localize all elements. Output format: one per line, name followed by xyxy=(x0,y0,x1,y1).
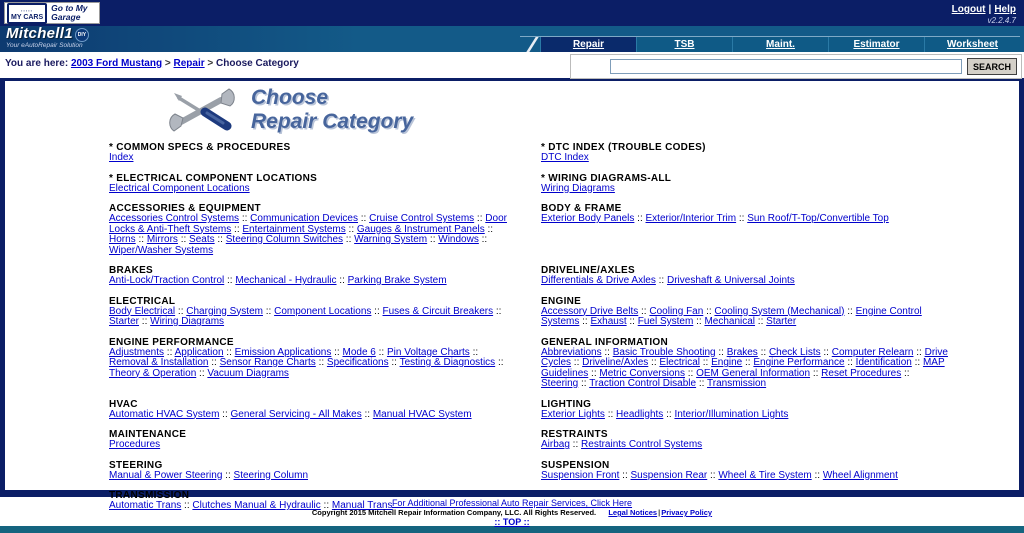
category-link[interactable]: Gauges & Instrument Panels xyxy=(356,223,485,235)
link-separator: :: xyxy=(222,469,234,481)
category-link[interactable]: Theory & Operation xyxy=(109,367,197,379)
category-link[interactable]: Electrical xyxy=(659,357,700,368)
category-heading: ACCESSORIES & EQUIPMENT xyxy=(109,203,261,214)
link-separator: :: xyxy=(331,346,343,358)
category-section xyxy=(541,429,973,460)
category-link[interactable]: Entertainment Systems xyxy=(242,223,346,235)
link-separator: :: xyxy=(164,346,175,358)
category-link[interactable]: Check Lists xyxy=(768,346,821,358)
link-separator: :: xyxy=(684,367,697,379)
category-link[interactable]: Sun Roof/T-Top/Convertible Top xyxy=(747,213,889,224)
promo-link[interactable]: For Additional Professional Auto Repair Services, Click Here xyxy=(391,498,633,508)
category-section xyxy=(541,173,973,204)
category-section xyxy=(541,399,973,430)
category-link[interactable]: Anti-Lock/Traction Control xyxy=(109,275,225,286)
go-to-garage-label: Go to My Garage xyxy=(51,3,88,22)
category-row xyxy=(109,460,973,491)
category-section xyxy=(541,337,973,399)
category-links xyxy=(109,307,517,328)
category-link[interactable]: Engine Performance xyxy=(753,357,845,368)
category-link[interactable]: Airbag xyxy=(541,439,570,450)
link-separator: :: xyxy=(655,275,667,286)
category-links xyxy=(541,348,949,390)
category-link[interactable]: Electrical Component Locations xyxy=(109,182,250,194)
category-link[interactable]: Computer Relearn xyxy=(831,346,914,358)
tab-tsb[interactable]: TSB xyxy=(636,37,732,52)
category-links xyxy=(541,410,949,421)
category-link[interactable]: Differentials & Drive Axles xyxy=(541,275,656,286)
link-separator: :: xyxy=(634,213,646,224)
category-link[interactable]: Headlights xyxy=(616,408,664,420)
category-links xyxy=(541,153,949,164)
category-link[interactable]: Door Locks & Anti-Theft Systems xyxy=(109,213,507,235)
link-separator: :: xyxy=(175,305,187,317)
search-panel xyxy=(570,54,1022,79)
logo-tagline: Your eAutoRepair Solution xyxy=(6,42,83,49)
category-heading: BRAKES xyxy=(109,265,154,276)
category-link[interactable]: Manual HVAC System xyxy=(372,408,472,420)
link-separator: :: xyxy=(648,357,660,368)
category-link[interactable]: Wheel Alignment xyxy=(822,469,898,481)
category-row xyxy=(109,399,973,430)
logo-text: Mitchell1 xyxy=(6,25,73,42)
category-links xyxy=(541,276,949,287)
breadcrumb-item[interactable]: 2003 Ford Mustang xyxy=(70,58,163,69)
top-bar xyxy=(0,0,1024,26)
category-link[interactable]: MAP Guidelines xyxy=(541,357,945,379)
link-separator: :: xyxy=(336,275,348,286)
category-link[interactable]: Specifications xyxy=(326,357,389,368)
category-links xyxy=(109,410,517,421)
link-separator: :: xyxy=(604,408,617,420)
tab-maint[interactable]: Maint. xyxy=(732,37,828,52)
category-link[interactable]: Engine xyxy=(711,357,743,368)
category-rows xyxy=(109,142,973,521)
category-link[interactable]: Mechanical - Hydraulic xyxy=(235,275,337,286)
link-separator: :: xyxy=(474,213,486,224)
my-garage-button[interactable] xyxy=(4,2,100,24)
category-link[interactable]: General Servicing - All Makes xyxy=(230,408,362,420)
category-link[interactable]: Vacuum Diagrams xyxy=(207,367,289,379)
copyright-text: Copyright 2015 Mitchell Repair Information Company, LLC. All Rights Reserved. xyxy=(311,508,597,517)
link-separator: :: xyxy=(693,316,705,327)
category-link[interactable]: Clutches Manual & Hydraulic xyxy=(192,500,321,511)
category-section xyxy=(109,460,541,491)
link-separator: :: xyxy=(626,316,638,327)
link-separator: :: xyxy=(601,346,613,358)
category-link[interactable]: Index xyxy=(109,152,134,163)
category-section xyxy=(109,337,541,399)
category-link[interactable]: Body Electrical xyxy=(109,305,176,317)
category-link[interactable]: Metric Conversions xyxy=(599,367,685,379)
link-separator: :: xyxy=(571,357,583,368)
link-separator: :: xyxy=(375,346,387,358)
footer-teal-bar xyxy=(0,526,1024,533)
category-link[interactable]: Steering Column Switches xyxy=(225,234,344,245)
link-separator: :: xyxy=(208,357,220,368)
category-link[interactable]: Exterior Lights xyxy=(541,408,605,420)
category-links xyxy=(109,276,517,287)
link-separator: :: xyxy=(755,316,767,327)
breadcrumb-separator: > xyxy=(204,58,217,69)
category-link[interactable]: Transmission xyxy=(707,378,767,389)
link-separator: :: xyxy=(588,367,600,379)
category-section xyxy=(109,296,541,337)
category-row xyxy=(109,142,973,173)
category-link[interactable]: Mode 6 xyxy=(342,346,376,358)
category-row xyxy=(109,173,973,204)
category-links xyxy=(541,440,949,451)
breadcrumb-separator: > xyxy=(162,58,174,69)
back-to-top-link[interactable]: :: TOP :: xyxy=(494,517,530,527)
category-link[interactable]: Pin Voltage Charts xyxy=(386,346,470,358)
category-section xyxy=(109,203,541,265)
link-separator: :: xyxy=(224,275,236,286)
link-separator: :: xyxy=(388,357,400,368)
category-link[interactable]: Automatic Trans xyxy=(109,500,182,511)
category-section xyxy=(541,460,973,491)
category-row xyxy=(109,429,973,460)
category-link[interactable]: Parking Brake System xyxy=(347,275,447,286)
category-link[interactable]: Mechanical xyxy=(704,316,756,327)
category-link[interactable]: Communication Devices xyxy=(250,213,358,224)
category-link[interactable]: Driveline/Axles xyxy=(582,357,649,368)
link-separator: :: xyxy=(493,305,502,317)
category-heading: * ELECTRICAL COMPONENT LOCATIONS xyxy=(109,172,318,184)
privacy-policy-link[interactable]: Privacy Policy xyxy=(661,508,713,517)
link-separator: :: xyxy=(913,346,925,358)
category-link[interactable]: Component Locations xyxy=(274,305,372,317)
category-links xyxy=(541,471,949,482)
category-heading: ELECTRICAL xyxy=(109,295,176,307)
tab-bar xyxy=(520,36,1020,52)
diy-badge-icon: DIY xyxy=(75,28,89,42)
category-link[interactable]: Engine Control Systems xyxy=(541,305,922,327)
tab-worksheet[interactable]: Worksheet xyxy=(924,37,1020,52)
link-separator: :: xyxy=(742,357,754,368)
category-link[interactable]: OEM General Information xyxy=(696,367,811,379)
category-link[interactable]: Drive Cycles xyxy=(541,346,948,368)
link-separator: :: xyxy=(478,234,488,245)
license-plate-icon xyxy=(7,3,47,24)
link-separator: :: xyxy=(901,367,910,379)
link-separator: :: xyxy=(703,305,715,317)
help-link[interactable]: Help xyxy=(994,4,1016,15)
link-separator: :: xyxy=(696,378,708,389)
link-separator: :: xyxy=(358,213,370,224)
link-separator: :: xyxy=(811,469,823,481)
category-row xyxy=(109,296,973,337)
category-section xyxy=(541,142,973,173)
category-heading: * WIRING DIAGRAMS-ALL xyxy=(541,172,672,184)
mitchell1-logo[interactable] xyxy=(6,27,89,53)
category-link[interactable]: Removal & Installation xyxy=(109,357,209,368)
category-link[interactable]: Wiper/Washer Systems xyxy=(109,244,214,256)
category-section xyxy=(109,429,541,460)
link-separator: :: xyxy=(484,223,494,235)
category-links xyxy=(109,214,517,256)
category-link[interactable]: Brakes xyxy=(726,346,758,358)
category-link[interactable]: Cooling System (Mechanical) xyxy=(714,305,845,317)
plate-decoration: ▪▪▪▪▪ xyxy=(21,7,34,13)
link-separator: :: xyxy=(820,346,832,358)
category-links xyxy=(109,471,517,482)
category-link[interactable]: Accessories Control Systems xyxy=(109,213,240,224)
category-link[interactable]: Restraints Control Systems xyxy=(581,439,703,450)
category-link[interactable]: Traction Control Disable xyxy=(589,378,697,389)
breadcrumb-prefix: You are here: xyxy=(5,58,69,69)
link-separator: :: xyxy=(810,367,822,379)
category-heading: SUSPENSION xyxy=(541,459,610,471)
category-links xyxy=(109,440,517,451)
legal-links xyxy=(608,508,712,517)
search-button[interactable]: SEARCH xyxy=(967,58,1017,75)
category-links xyxy=(541,184,949,195)
top-link-divider: | xyxy=(988,4,992,15)
breadcrumb xyxy=(5,58,299,69)
category-row xyxy=(109,203,973,265)
category-link[interactable]: Starter xyxy=(766,316,797,327)
category-heading: ENGINE PERFORMANCE xyxy=(109,336,234,348)
tab-repair[interactable]: Repair xyxy=(540,37,636,52)
link-separator: :: xyxy=(569,439,582,450)
link-separator: :: xyxy=(315,357,327,368)
category-link[interactable]: Steering xyxy=(541,378,579,389)
category-section xyxy=(109,142,541,173)
category-link[interactable]: Fuel System xyxy=(637,316,694,327)
link-separator: :: xyxy=(223,346,235,358)
category-link[interactable]: Windows xyxy=(438,234,479,245)
category-link[interactable]: Abbreviations xyxy=(541,346,602,358)
category-heading: GENERAL INFORMATION xyxy=(541,336,668,348)
version-label: v2.2.4.7 xyxy=(987,16,1016,25)
link-separator: :: xyxy=(579,316,591,327)
tab-slash-decoration xyxy=(515,37,538,52)
link-separator: :: xyxy=(139,316,151,327)
tab-estimator[interactable]: Estimator xyxy=(828,37,924,52)
category-section xyxy=(109,265,541,296)
link-separator: :: xyxy=(219,408,231,420)
link-separator: :: xyxy=(239,213,251,224)
repair-tools-icon xyxy=(165,86,239,134)
category-link[interactable]: Cruise Control Systems xyxy=(369,213,475,224)
category-link[interactable]: Wiring Diagrams xyxy=(150,316,225,327)
brand-bar xyxy=(0,26,1024,52)
link-separator: :: xyxy=(663,408,675,420)
category-link[interactable]: DTC Index xyxy=(541,152,589,163)
category-heading: * DTC INDEX (TROUBLE CODES) xyxy=(541,142,706,153)
link-separator: :: xyxy=(135,234,147,245)
logout-link[interactable]: Logout xyxy=(951,4,986,15)
link-separator: :: xyxy=(619,469,631,481)
category-link[interactable]: Basic Trouble Shooting xyxy=(612,346,716,358)
link-separator: :: xyxy=(844,305,856,317)
category-section xyxy=(541,203,973,265)
breadcrumb-bar xyxy=(0,52,1024,78)
link-separator: :: xyxy=(214,234,226,245)
link-separator: :: xyxy=(699,357,712,368)
category-link[interactable]: Steering Column xyxy=(233,469,309,481)
link-separator: :: xyxy=(578,378,590,389)
link-separator: :: xyxy=(469,346,479,358)
breadcrumb-item: Choose Category xyxy=(216,58,299,69)
category-links xyxy=(109,348,517,380)
category-link[interactable]: Wheel & Tire System xyxy=(718,469,812,481)
link-separator: :: xyxy=(715,346,727,358)
category-link[interactable]: Testing & Diagnostics xyxy=(399,357,496,368)
category-heading: * COMMON SPECS & PROCEDURES xyxy=(109,142,291,153)
plate-text: MY CARS xyxy=(11,13,44,21)
page-title xyxy=(251,86,413,134)
category-section xyxy=(541,296,973,337)
category-section xyxy=(109,173,541,204)
category-link[interactable]: Adjustments xyxy=(109,346,165,358)
category-link[interactable]: Starter xyxy=(109,316,140,327)
category-link[interactable]: Automatic HVAC System xyxy=(109,408,220,420)
link-separator: :: xyxy=(844,357,856,368)
category-link[interactable]: Application xyxy=(174,346,224,358)
category-link[interactable]: Exterior/Interior Trim xyxy=(645,213,737,224)
page-title-line2: Repair Category xyxy=(251,110,414,133)
category-link[interactable]: Cooling Fan xyxy=(649,305,704,317)
category-heading: DRIVELINE/AXLES xyxy=(541,265,635,276)
category-link[interactable]: Seats xyxy=(189,234,215,245)
link-separator: :: xyxy=(181,500,193,511)
category-link[interactable]: Exhaust xyxy=(590,316,627,327)
category-row xyxy=(109,337,973,399)
category-links xyxy=(109,184,517,195)
category-link[interactable]: Warning System xyxy=(354,234,428,245)
category-link[interactable]: Charging System xyxy=(186,305,263,317)
category-link[interactable]: Procedures xyxy=(109,439,161,450)
category-link[interactable]: Manual & Power Steering xyxy=(109,469,223,481)
link-separator: :: xyxy=(427,234,439,245)
category-row xyxy=(109,265,973,296)
category-heading: STEERING xyxy=(109,459,163,471)
link-separator: :: xyxy=(196,367,208,379)
category-link[interactable]: Identification xyxy=(855,357,912,368)
category-heading: TRANSMISSION xyxy=(109,490,190,501)
category-link[interactable]: Wiring Diagrams xyxy=(541,182,615,194)
category-heading: MAINTENANCE xyxy=(109,429,187,440)
breadcrumb-items xyxy=(71,58,299,69)
category-links xyxy=(541,214,949,225)
legal-divider: | xyxy=(658,508,661,517)
category-link[interactable]: Suspension Front xyxy=(541,469,620,481)
link-separator: :: xyxy=(707,469,719,481)
link-separator: :: xyxy=(638,305,650,317)
page-header xyxy=(165,86,1019,134)
legal-notices-link[interactable]: Legal Notices xyxy=(608,508,658,517)
category-link[interactable]: Horns xyxy=(109,234,136,245)
link-separator: :: xyxy=(343,234,355,245)
category-link[interactable]: Reset Procedures xyxy=(821,367,902,379)
page-title-line1: Choose xyxy=(251,86,329,109)
category-link[interactable]: Interior/Illumination Lights xyxy=(674,408,789,420)
category-heading: LIGHTING xyxy=(541,398,592,410)
category-link[interactable]: Driveshaft & Universal Joints xyxy=(666,275,795,286)
link-separator: :: xyxy=(911,357,923,368)
category-link[interactable]: Manual Trans xyxy=(331,500,393,511)
search-input[interactable] xyxy=(610,59,962,74)
top-right-links xyxy=(952,4,1016,25)
category-link[interactable]: Exterior Body Panels xyxy=(541,213,635,224)
link-separator: :: xyxy=(262,305,275,317)
category-links xyxy=(541,307,949,328)
link-separator: :: xyxy=(231,223,243,235)
category-section xyxy=(541,265,973,296)
link-separator: :: xyxy=(361,408,373,420)
category-link[interactable]: Emission Applications xyxy=(234,346,332,358)
link-separator: :: xyxy=(345,223,357,235)
category-link[interactable]: Sensor Range Charts xyxy=(219,357,316,368)
link-separator: :: xyxy=(177,234,190,245)
link-separator: :: xyxy=(495,357,504,368)
category-link[interactable]: Suspension Rear xyxy=(630,469,708,481)
category-section xyxy=(109,399,541,430)
link-separator: :: xyxy=(736,213,748,224)
link-separator: :: xyxy=(371,305,383,317)
category-heading: ENGINE xyxy=(541,295,582,307)
breadcrumb-item[interactable]: Repair xyxy=(173,58,205,69)
category-heading: BODY & FRAME xyxy=(541,203,622,214)
category-link[interactable]: Fuses & Circuit Breakers xyxy=(382,305,494,317)
category-heading: RESTRAINTS xyxy=(541,429,608,440)
category-links xyxy=(109,153,517,164)
category-link[interactable]: Accessory Drive Belts xyxy=(541,305,639,317)
link-separator: :: xyxy=(757,346,769,358)
category-heading: HVAC xyxy=(109,398,138,410)
link-separator: :: xyxy=(320,500,332,511)
category-link[interactable]: Mirrors xyxy=(146,234,178,245)
